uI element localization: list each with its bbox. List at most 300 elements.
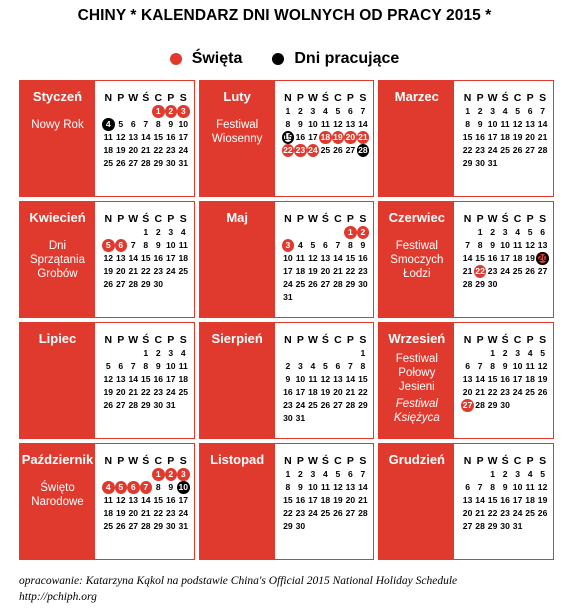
weekday-label: C <box>154 92 163 104</box>
week-row <box>102 399 194 412</box>
day-number: 26 <box>115 158 126 168</box>
day-number: 17 <box>487 132 498 142</box>
empty-day <box>511 399 524 412</box>
empty-day <box>102 226 115 239</box>
day-number: 5 <box>115 481 128 494</box>
weekday-label: P <box>296 455 304 467</box>
day-number: 20 <box>128 145 139 155</box>
week-row <box>461 520 553 533</box>
weekday-label: W <box>307 213 318 225</box>
day-number: 11 <box>178 361 188 371</box>
weekday-label: Ś <box>142 334 150 346</box>
month-cell <box>378 80 554 197</box>
day-number: 30 <box>165 158 176 168</box>
month-calendar <box>95 81 194 196</box>
weekday-header <box>102 212 194 226</box>
month-name: Luty <box>223 89 251 104</box>
empty-day <box>536 399 549 412</box>
day-number: 9 <box>360 240 366 250</box>
weekday-label: P <box>526 213 534 225</box>
day-number: 27 <box>115 279 126 289</box>
empty-day <box>165 278 178 291</box>
week-row <box>282 131 374 144</box>
weekday-label: S <box>539 334 547 346</box>
day-number: 22 <box>283 508 293 518</box>
day-number: 27 <box>345 508 356 518</box>
week-row <box>102 239 194 252</box>
day-number: 18 <box>103 145 114 155</box>
day-number: 13 <box>320 253 331 263</box>
day-number: 1 <box>285 469 291 479</box>
week-row <box>461 386 553 399</box>
day-number: 12 <box>320 374 331 384</box>
day-number: 26 <box>333 145 343 155</box>
day-number: 24 <box>308 508 318 518</box>
day-number: 1 <box>152 105 165 118</box>
day-number: 18 <box>178 253 189 263</box>
holiday-name <box>31 481 83 509</box>
day-number: 8 <box>155 482 161 492</box>
day-number: 28 <box>358 508 368 518</box>
weekday-label: N <box>463 213 472 225</box>
weekday-header <box>102 454 194 468</box>
month-label-panel <box>379 444 454 559</box>
day-number: 30 <box>295 521 306 531</box>
weekday-label: P <box>346 334 354 346</box>
day-number: 17 <box>295 387 306 397</box>
week-row <box>461 265 553 278</box>
day-number: 2 <box>165 468 178 481</box>
day-number: 19 <box>333 132 343 142</box>
day-number: 25 <box>320 508 331 518</box>
empty-day <box>140 105 153 118</box>
day-number: 22 <box>140 266 151 276</box>
day-number: 14 <box>333 253 343 263</box>
day-number: 3 <box>502 227 508 237</box>
weekday-label: C <box>334 213 342 225</box>
day-number: 13 <box>462 495 473 505</box>
week-row <box>102 373 194 386</box>
day-number: 18 <box>295 266 306 276</box>
day-number: 20 <box>115 266 126 276</box>
weekday-label: P <box>346 455 354 467</box>
week-row <box>461 507 553 520</box>
day-number: 26 <box>308 279 318 289</box>
weekday-label: Ś <box>501 213 509 225</box>
day-number: 28 <box>140 158 151 168</box>
day-number: 8 <box>143 240 149 250</box>
day-number: 21 <box>537 132 548 142</box>
day-number: 5 <box>540 348 545 358</box>
day-number: 11 <box>308 374 318 384</box>
month-label-panel <box>20 202 95 317</box>
day-number: 9 <box>168 119 174 129</box>
day-number: 26 <box>103 279 114 289</box>
weekday-label: W <box>307 455 318 467</box>
weekday-label: P <box>167 92 175 104</box>
weekday-label: Ś <box>142 213 150 225</box>
weekday-label: C <box>513 92 522 104</box>
day-number: 13 <box>537 240 548 250</box>
weekday-label: N <box>284 92 292 104</box>
day-number: 2 <box>357 226 370 239</box>
day-number: 21 <box>140 145 151 155</box>
day-number: 1 <box>152 468 165 481</box>
day-number: 28 <box>475 400 485 410</box>
day-number: 19 <box>103 266 114 276</box>
day-number: 15 <box>487 374 498 384</box>
weekday-label: S <box>179 455 187 467</box>
empty-day <box>461 468 474 481</box>
weekday-label: P <box>476 213 484 225</box>
day-number: 12 <box>333 119 343 129</box>
day-number: 30 <box>153 400 164 410</box>
empty-day <box>102 468 115 481</box>
day-number: 16 <box>295 495 306 505</box>
day-number: 13 <box>115 253 126 263</box>
day-number: 17 <box>165 253 176 263</box>
week-row <box>102 278 194 291</box>
day-number: 9 <box>285 374 291 384</box>
day-number: 26 <box>333 508 343 518</box>
day-number: 1 <box>360 348 366 358</box>
day-number: 20 <box>320 266 331 276</box>
day-number: 14 <box>140 495 151 505</box>
day-number: 23 <box>153 266 164 276</box>
day-number: 3 <box>168 348 174 358</box>
day-number: 22 <box>487 387 498 397</box>
month-cell <box>19 443 195 560</box>
empty-day <box>461 226 474 239</box>
day-number: 25 <box>178 266 189 276</box>
day-number: 2 <box>502 348 508 358</box>
legend-holidays <box>170 50 243 68</box>
weekday-label: Ś <box>501 334 509 346</box>
empty-day <box>319 291 332 304</box>
day-number: 7 <box>465 240 470 250</box>
month-label-panel <box>20 81 95 196</box>
day-number: 4 <box>180 227 186 237</box>
month-cell <box>19 80 195 197</box>
day-number: 13 <box>345 119 356 129</box>
day-number: 23 <box>500 387 510 397</box>
week-row <box>282 386 374 399</box>
weekday-label: Ś <box>321 92 329 104</box>
day-number: 12 <box>537 361 548 371</box>
day-number: 18 <box>525 495 535 505</box>
holiday-name-line: Festiwal <box>395 240 438 252</box>
day-number: 28 <box>140 521 151 531</box>
day-number: 11 <box>513 240 523 250</box>
empty-day <box>344 347 357 360</box>
day-number: 14 <box>358 119 368 129</box>
legend <box>0 48 569 70</box>
day-number: 23 <box>165 508 176 518</box>
holiday-name <box>390 239 443 281</box>
day-number: 14 <box>345 374 356 384</box>
day-number: 18 <box>320 132 331 142</box>
day-number: 12 <box>333 482 343 492</box>
day-number: 18 <box>320 495 331 505</box>
empty-day <box>115 105 128 118</box>
day-number: 18 <box>512 253 523 263</box>
day-number: 20 <box>462 387 473 397</box>
day-number: 2 <box>155 227 161 237</box>
day-number: 16 <box>500 495 510 505</box>
weekday-header <box>282 212 374 226</box>
day-number: 8 <box>348 240 353 250</box>
day-number: 28 <box>128 400 139 410</box>
weekday-label: Ś <box>142 92 150 104</box>
empty-day <box>307 412 320 425</box>
day-number: 19 <box>537 374 548 384</box>
day-number: 8 <box>465 119 470 129</box>
weekday-label: Ś <box>321 334 329 346</box>
day-number: 4 <box>102 481 115 494</box>
weekday-label: N <box>463 455 472 467</box>
empty-day <box>177 399 190 412</box>
empty-day <box>115 347 128 360</box>
day-number: 30 <box>153 279 164 289</box>
day-number: 21 <box>128 266 139 276</box>
empty-day <box>536 278 549 291</box>
week-row <box>461 278 553 291</box>
day-number: 19 <box>115 508 126 518</box>
day-number: 1 <box>465 106 470 116</box>
day-number: 28 <box>462 279 473 289</box>
day-number: 7 <box>335 240 341 250</box>
day-number: 5 <box>527 227 533 237</box>
empty-day <box>319 347 332 360</box>
week-row <box>282 105 374 118</box>
day-number: 28 <box>475 521 485 531</box>
holiday-name-line: Grobów <box>37 268 78 280</box>
weekday-header <box>102 333 194 347</box>
day-number: 14 <box>140 132 151 142</box>
empty-day <box>294 226 307 239</box>
day-number: 22 <box>283 145 293 155</box>
week-row <box>282 347 374 360</box>
day-number: 19 <box>525 253 535 263</box>
weekday-label: N <box>463 334 472 346</box>
month-cell <box>378 443 554 560</box>
weekday-label: S <box>539 213 547 225</box>
day-number: 17 <box>512 495 523 505</box>
weekday-header <box>282 454 374 468</box>
day-number: 17 <box>178 495 189 505</box>
holiday-name-line: Połowy <box>398 367 436 379</box>
empty-day <box>282 226 295 239</box>
day-number: 13 <box>128 132 139 142</box>
weekday-label: Ś <box>321 455 329 467</box>
day-number: 25 <box>178 387 189 397</box>
month-name: Lipiec <box>38 331 77 346</box>
holiday-name-line: Narodowe <box>31 496 84 508</box>
month-cell <box>199 322 375 439</box>
month-label-panel <box>200 323 275 438</box>
day-number: 4 <box>102 118 115 131</box>
day-number: 6 <box>527 106 533 116</box>
day-number: 10 <box>283 253 293 263</box>
day-number: 29 <box>153 521 164 531</box>
day-number: 11 <box>103 495 113 505</box>
day-number: 18 <box>525 374 535 384</box>
empty-day <box>344 412 357 425</box>
day-number: 7 <box>360 106 366 116</box>
day-number: 25 <box>308 400 318 410</box>
day-number: 16 <box>295 132 306 142</box>
day-number: 29 <box>487 521 498 531</box>
day-number: 27 <box>525 145 535 155</box>
holiday-name-line: Dni <box>48 240 67 252</box>
month-label-panel <box>20 323 95 438</box>
day-number: 3 <box>298 361 303 371</box>
empty-day <box>294 347 307 360</box>
day-number: 28 <box>333 279 343 289</box>
day-number: 10 <box>308 482 318 492</box>
day-number: 11 <box>320 482 330 492</box>
weekday-label: P <box>526 334 534 346</box>
day-number: 14 <box>128 253 139 263</box>
week-row <box>282 412 374 425</box>
day-number: 17 <box>308 132 318 142</box>
weekday-header <box>461 333 553 347</box>
day-number: 1 <box>143 348 149 358</box>
week-row <box>461 399 553 412</box>
day-number: 20 <box>333 387 343 397</box>
weekday-label: W <box>307 92 318 104</box>
day-number: 12 <box>537 482 548 492</box>
day-number: 6 <box>323 240 328 250</box>
empty-day <box>344 291 357 304</box>
weekday-label: W <box>487 213 498 225</box>
weekday-header <box>461 91 553 105</box>
day-number: 19 <box>308 266 318 276</box>
month-name: Styczeń <box>32 89 83 104</box>
empty-day <box>357 520 370 533</box>
empty-day <box>115 226 128 239</box>
day-number: 2 <box>502 469 508 479</box>
week-row <box>461 157 553 170</box>
day-number: 29 <box>462 158 473 168</box>
empty-day <box>474 468 487 481</box>
day-number: 1 <box>344 226 357 239</box>
day-number: 12 <box>103 253 114 263</box>
day-number: 30 <box>283 413 293 423</box>
day-number: 29 <box>358 400 368 410</box>
day-number: 22 <box>345 266 356 276</box>
month-cell <box>199 80 375 197</box>
weekday-label: P <box>346 92 354 104</box>
day-number: 28 <box>537 145 548 155</box>
day-number: 9 <box>155 240 161 250</box>
day-number: 6 <box>348 106 353 116</box>
empty-day <box>127 226 140 239</box>
weekday-label: P <box>167 334 175 346</box>
weekday-label: Ś <box>142 455 150 467</box>
day-number: 7 <box>477 482 483 492</box>
day-number: 9 <box>477 119 483 129</box>
day-number: 30 <box>487 279 498 289</box>
holiday-name <box>396 352 438 394</box>
weekday-label: P <box>476 455 484 467</box>
day-number: 7 <box>477 361 483 371</box>
day-number: 18 <box>178 374 189 384</box>
day-number: 1 <box>143 227 149 237</box>
month-label-panel <box>379 202 454 317</box>
weekday-label: P <box>117 213 125 225</box>
day-number: 27 <box>115 400 126 410</box>
month-name: Sierpień <box>211 331 263 346</box>
empty-day <box>319 226 332 239</box>
day-number: 6 <box>127 481 140 494</box>
day-number: 3 <box>177 468 190 481</box>
weekday-label: P <box>167 455 175 467</box>
day-number: 19 <box>333 495 343 505</box>
month-name: Marzec <box>394 89 439 104</box>
day-number: 9 <box>298 482 303 492</box>
month-label-panel <box>379 81 454 196</box>
day-number: 17 <box>283 266 293 276</box>
day-number: 11 <box>525 361 535 371</box>
day-number: 22 <box>475 266 485 276</box>
weekday-label: Ś <box>321 213 329 225</box>
weekday-label: C <box>513 455 522 467</box>
day-number: 26 <box>115 521 126 531</box>
day-number: 30 <box>475 158 485 168</box>
day-number: 6 <box>348 469 353 479</box>
month-name: Kwiecień <box>29 210 86 225</box>
holiday-name-line: Łodzi <box>403 268 431 280</box>
weekday-label: W <box>128 334 139 346</box>
day-number: 15 <box>153 132 164 142</box>
weekday-label: P <box>296 334 304 346</box>
day-number: 14 <box>475 374 485 384</box>
weekday-header <box>282 333 374 347</box>
weekday-label: S <box>539 455 547 467</box>
day-number: 27 <box>537 266 548 276</box>
day-number: 8 <box>285 119 291 129</box>
day-number: 1 <box>490 469 495 479</box>
month-name: Grudzień <box>388 452 445 467</box>
empty-day <box>307 226 320 239</box>
holiday-name-line: Wiosenny <box>211 133 263 145</box>
day-number: 27 <box>128 158 139 168</box>
day-number: 19 <box>537 495 548 505</box>
black-dot-icon <box>272 53 284 65</box>
day-number: 5 <box>540 469 545 479</box>
month-calendar <box>275 202 374 317</box>
day-number: 22 <box>153 508 164 518</box>
month-cell <box>378 322 554 439</box>
empty-day <box>524 278 537 291</box>
day-number: 2 <box>155 348 161 358</box>
day-number: 9 <box>502 482 508 492</box>
day-number: 13 <box>333 374 343 384</box>
day-number: 24 <box>165 387 176 397</box>
week-row <box>461 226 553 239</box>
day-number: 27 <box>128 521 139 531</box>
day-number: 5 <box>102 239 115 252</box>
holiday-name-secondary <box>394 397 440 425</box>
empty-day <box>127 468 140 481</box>
weekday-header <box>102 91 194 105</box>
day-number: 13 <box>128 495 139 505</box>
day-number: 11 <box>320 119 330 129</box>
weekday-label: N <box>463 92 472 104</box>
day-number: 11 <box>500 119 510 129</box>
day-number: 2 <box>165 105 178 118</box>
